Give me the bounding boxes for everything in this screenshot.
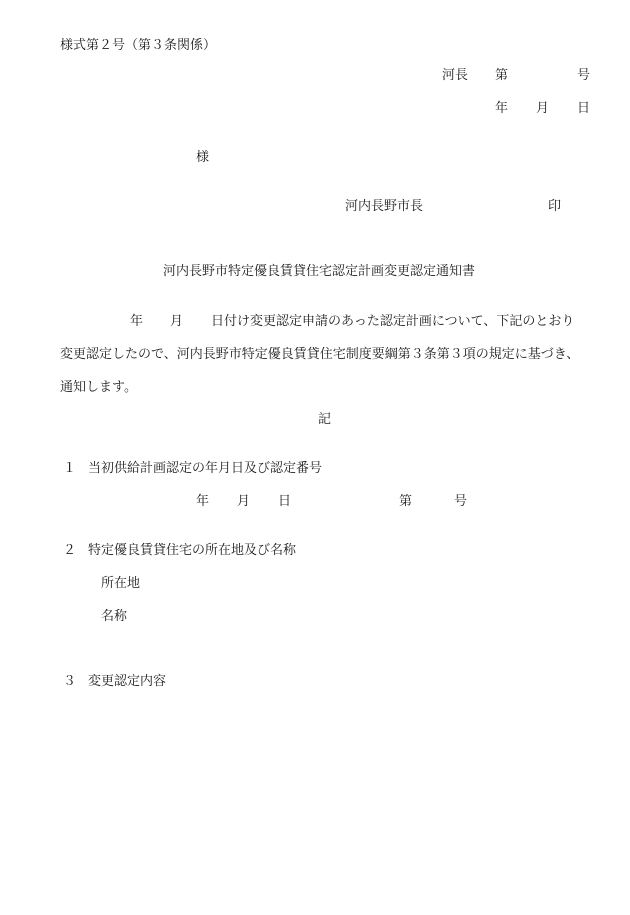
body-year: 年: [130, 314, 144, 329]
item-1-year: 年: [196, 494, 210, 509]
number-dai: 第: [495, 68, 509, 83]
form-label: 様式第２号（第３条関係）: [60, 38, 217, 53]
ki-label: 記: [318, 412, 332, 427]
issuer-seal: 印: [548, 199, 562, 214]
item-2-number: ２: [63, 543, 77, 558]
item-1-number: １: [63, 461, 77, 476]
item-2-title: 特定優良賃貸住宅の所在地及び名称: [88, 543, 297, 558]
item-1-title: 当初供給計画認定の年月日及び認定番号: [88, 461, 323, 476]
document-title: 河内長野市特定優良賃貸住宅認定計画変更認定通知書: [163, 264, 476, 279]
body-line1-text: 日付け変更認定申請のあった認定計画について、下記のとおり: [211, 314, 575, 329]
date-month: 月: [536, 101, 550, 116]
date-year: 年: [495, 101, 509, 116]
issuer-name: 河内長野市長: [345, 199, 424, 214]
item-3-number: ３: [63, 674, 77, 689]
body-line2: 変更認定したので、河内長野市特定優良賃貸住宅制度要綱第３条第３項の規定に基づき、: [60, 347, 580, 362]
number-prefix: 河長: [442, 68, 469, 83]
date-day: 日: [577, 101, 591, 116]
item-2-name-label: 名称: [101, 609, 128, 624]
addressee-suffix: 様: [196, 150, 210, 165]
item-3-title: 変更認定内容: [88, 674, 167, 689]
item-1-day: 日: [278, 494, 292, 509]
body-line3: 通知します。: [60, 380, 137, 395]
item-1-dai: 第: [399, 494, 413, 509]
item-2-location-label: 所在地: [101, 576, 141, 591]
item-1-month: 月: [237, 494, 251, 509]
body-month: 月: [170, 314, 184, 329]
number-go: 号: [577, 68, 591, 83]
item-1-go: 号: [454, 494, 468, 509]
